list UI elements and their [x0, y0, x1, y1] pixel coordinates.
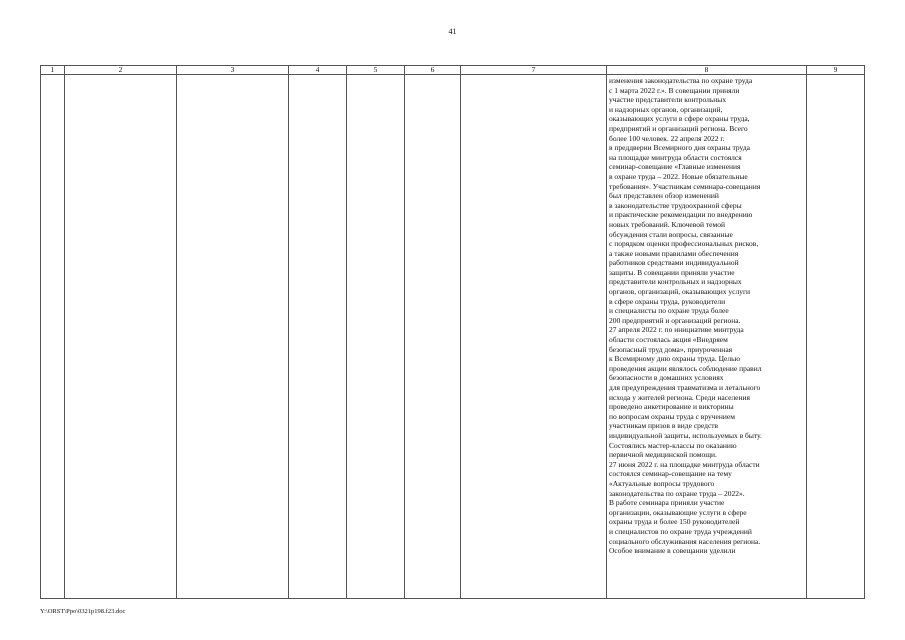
column-header-8: 8 — [607, 66, 807, 75]
text-line: представители контрольных и надзорных — [609, 277, 742, 287]
column-header-2: 2 — [65, 66, 177, 75]
text-line: изменения законодательства по охране труда — [609, 76, 753, 85]
text-line: проведено анкетирование и викторины — [609, 402, 734, 412]
column-header-6: 6 — [405, 66, 461, 75]
text-line: семинар-совещание «Главные изменения — [609, 162, 741, 172]
text-line: работников средствами индивидуальной — [609, 258, 739, 268]
text-line: 27 июня 2022 г. на площадке минтруда области — [609, 459, 760, 469]
cell-col-6 — [405, 75, 461, 599]
column-header-9: 9 — [807, 66, 865, 75]
text-line: требования». Участникам семинара-совещания — [609, 181, 761, 191]
report-table — [40, 65, 865, 599]
text-line: в преддверии Всемирного дня охраны труда — [609, 143, 750, 153]
text-line: охраны труда и более 150 руководителей — [609, 517, 740, 527]
text-line: организации, оказывающие услуги в сфере — [609, 507, 747, 517]
column-8-text — [607, 75, 806, 556]
text-line: В работе семинара приняли участие — [609, 498, 725, 508]
column-header-5: 5 — [347, 66, 405, 75]
text-line: социального обслуживания населения региона. — [609, 536, 761, 546]
text-line: состоялся семинар-совещание на тему — [609, 469, 732, 479]
text-line: обсуждения стали вопросы, связанные — [609, 229, 733, 239]
cell-col-2 — [65, 75, 177, 599]
text-line: более 100 человек. 22 апреля 2022 г. — [609, 133, 725, 143]
column-header-1: 1 — [41, 66, 65, 75]
page-number: 41 — [448, 27, 457, 36]
text-line: области состоялась акция «Внедряем — [609, 335, 728, 345]
text-line: и практические рекомендации по внедрению — [609, 210, 753, 220]
text-line: был представлен обзор изменений — [609, 191, 719, 201]
text-line: в охране труда – 2022. Новые обязательные — [609, 171, 748, 181]
text-line: участие представители контрольных — [609, 95, 727, 105]
text-line: индивидуальной защиты, используемых в быту. — [609, 430, 762, 440]
text-line: Особое внимание в совещании уделили — [609, 546, 736, 556]
text-line: новых требований. Ключевой темой — [609, 219, 725, 229]
text-line: предприятий и организаций региона. Всего — [609, 123, 748, 133]
cell-col-7 — [461, 75, 607, 599]
cell-col-5 — [347, 75, 405, 599]
text-line: безопасный труд дома», приуроченная — [609, 344, 733, 354]
text-line: исхода у жителей региона. Среди населения — [609, 392, 750, 402]
column-header-7: 7 — [461, 66, 607, 75]
text-line: защиты. В совещании приняли участие — [609, 267, 735, 277]
text-line: в сфере охраны труда, руководители — [609, 296, 726, 306]
text-line: проведения акции являлось соблюдение правил — [609, 363, 762, 373]
text-line: оказывающих услуги в сфере охраны труда, — [609, 114, 750, 124]
text-line: в законодательстве трудоохранной сферы — [609, 200, 742, 210]
text-line: и надзорных органов, организаций, — [609, 104, 723, 114]
text-line: и специалисты по охране труда более — [609, 306, 729, 316]
cell-col-8 — [607, 75, 807, 599]
text-line: к Всемирному дню охраны труда. Целью — [609, 354, 741, 364]
text-line: органов, организаций, оказывающих услуги — [609, 287, 751, 297]
file-path-footer: Y:\ORST\Ppo\0321p198.f23.doc — [40, 608, 126, 615]
text-line: «Актуальные вопросы трудового — [609, 478, 715, 488]
text-line: Состоялись мастер-классы по оказанию — [609, 440, 737, 450]
text-line: для предупреждения травматизма и летального — [609, 383, 761, 392]
text-line: безопасности в домашних условиях — [609, 373, 724, 383]
cell-col-9 — [807, 75, 865, 599]
cell-col-4 — [289, 75, 347, 599]
text-line: а также новыми правилами обеспечения — [609, 248, 739, 258]
text-line: первичной медицинской помощи. — [609, 450, 717, 460]
cell-col-3 — [177, 75, 289, 599]
text-line: 200 предприятий и организаций региона. — [609, 315, 741, 325]
text-line: и специалистов по охране труда учреждений — [609, 526, 752, 536]
text-line: 27 апреля 2022 г. по инициативе минтруда — [609, 325, 744, 335]
text-line: с порядком оценки профессиональных рисков, — [609, 239, 759, 249]
text-line: с 1 марта 2022 г.». В совещании приняли — [609, 85, 740, 95]
column-header-4: 4 — [289, 66, 347, 75]
cell-col-1 — [41, 75, 65, 599]
text-line: участникам призов в виде средств — [609, 421, 719, 431]
text-line: законодательства по охране труда – 2022». — [609, 488, 745, 498]
column-number-row — [41, 66, 865, 75]
text-line: по вопросам охраны труда с вручением — [609, 411, 735, 421]
column-header-3: 3 — [177, 66, 289, 75]
text-line: на площадке минтруда области состоялся — [609, 152, 742, 162]
table-row — [41, 75, 865, 599]
